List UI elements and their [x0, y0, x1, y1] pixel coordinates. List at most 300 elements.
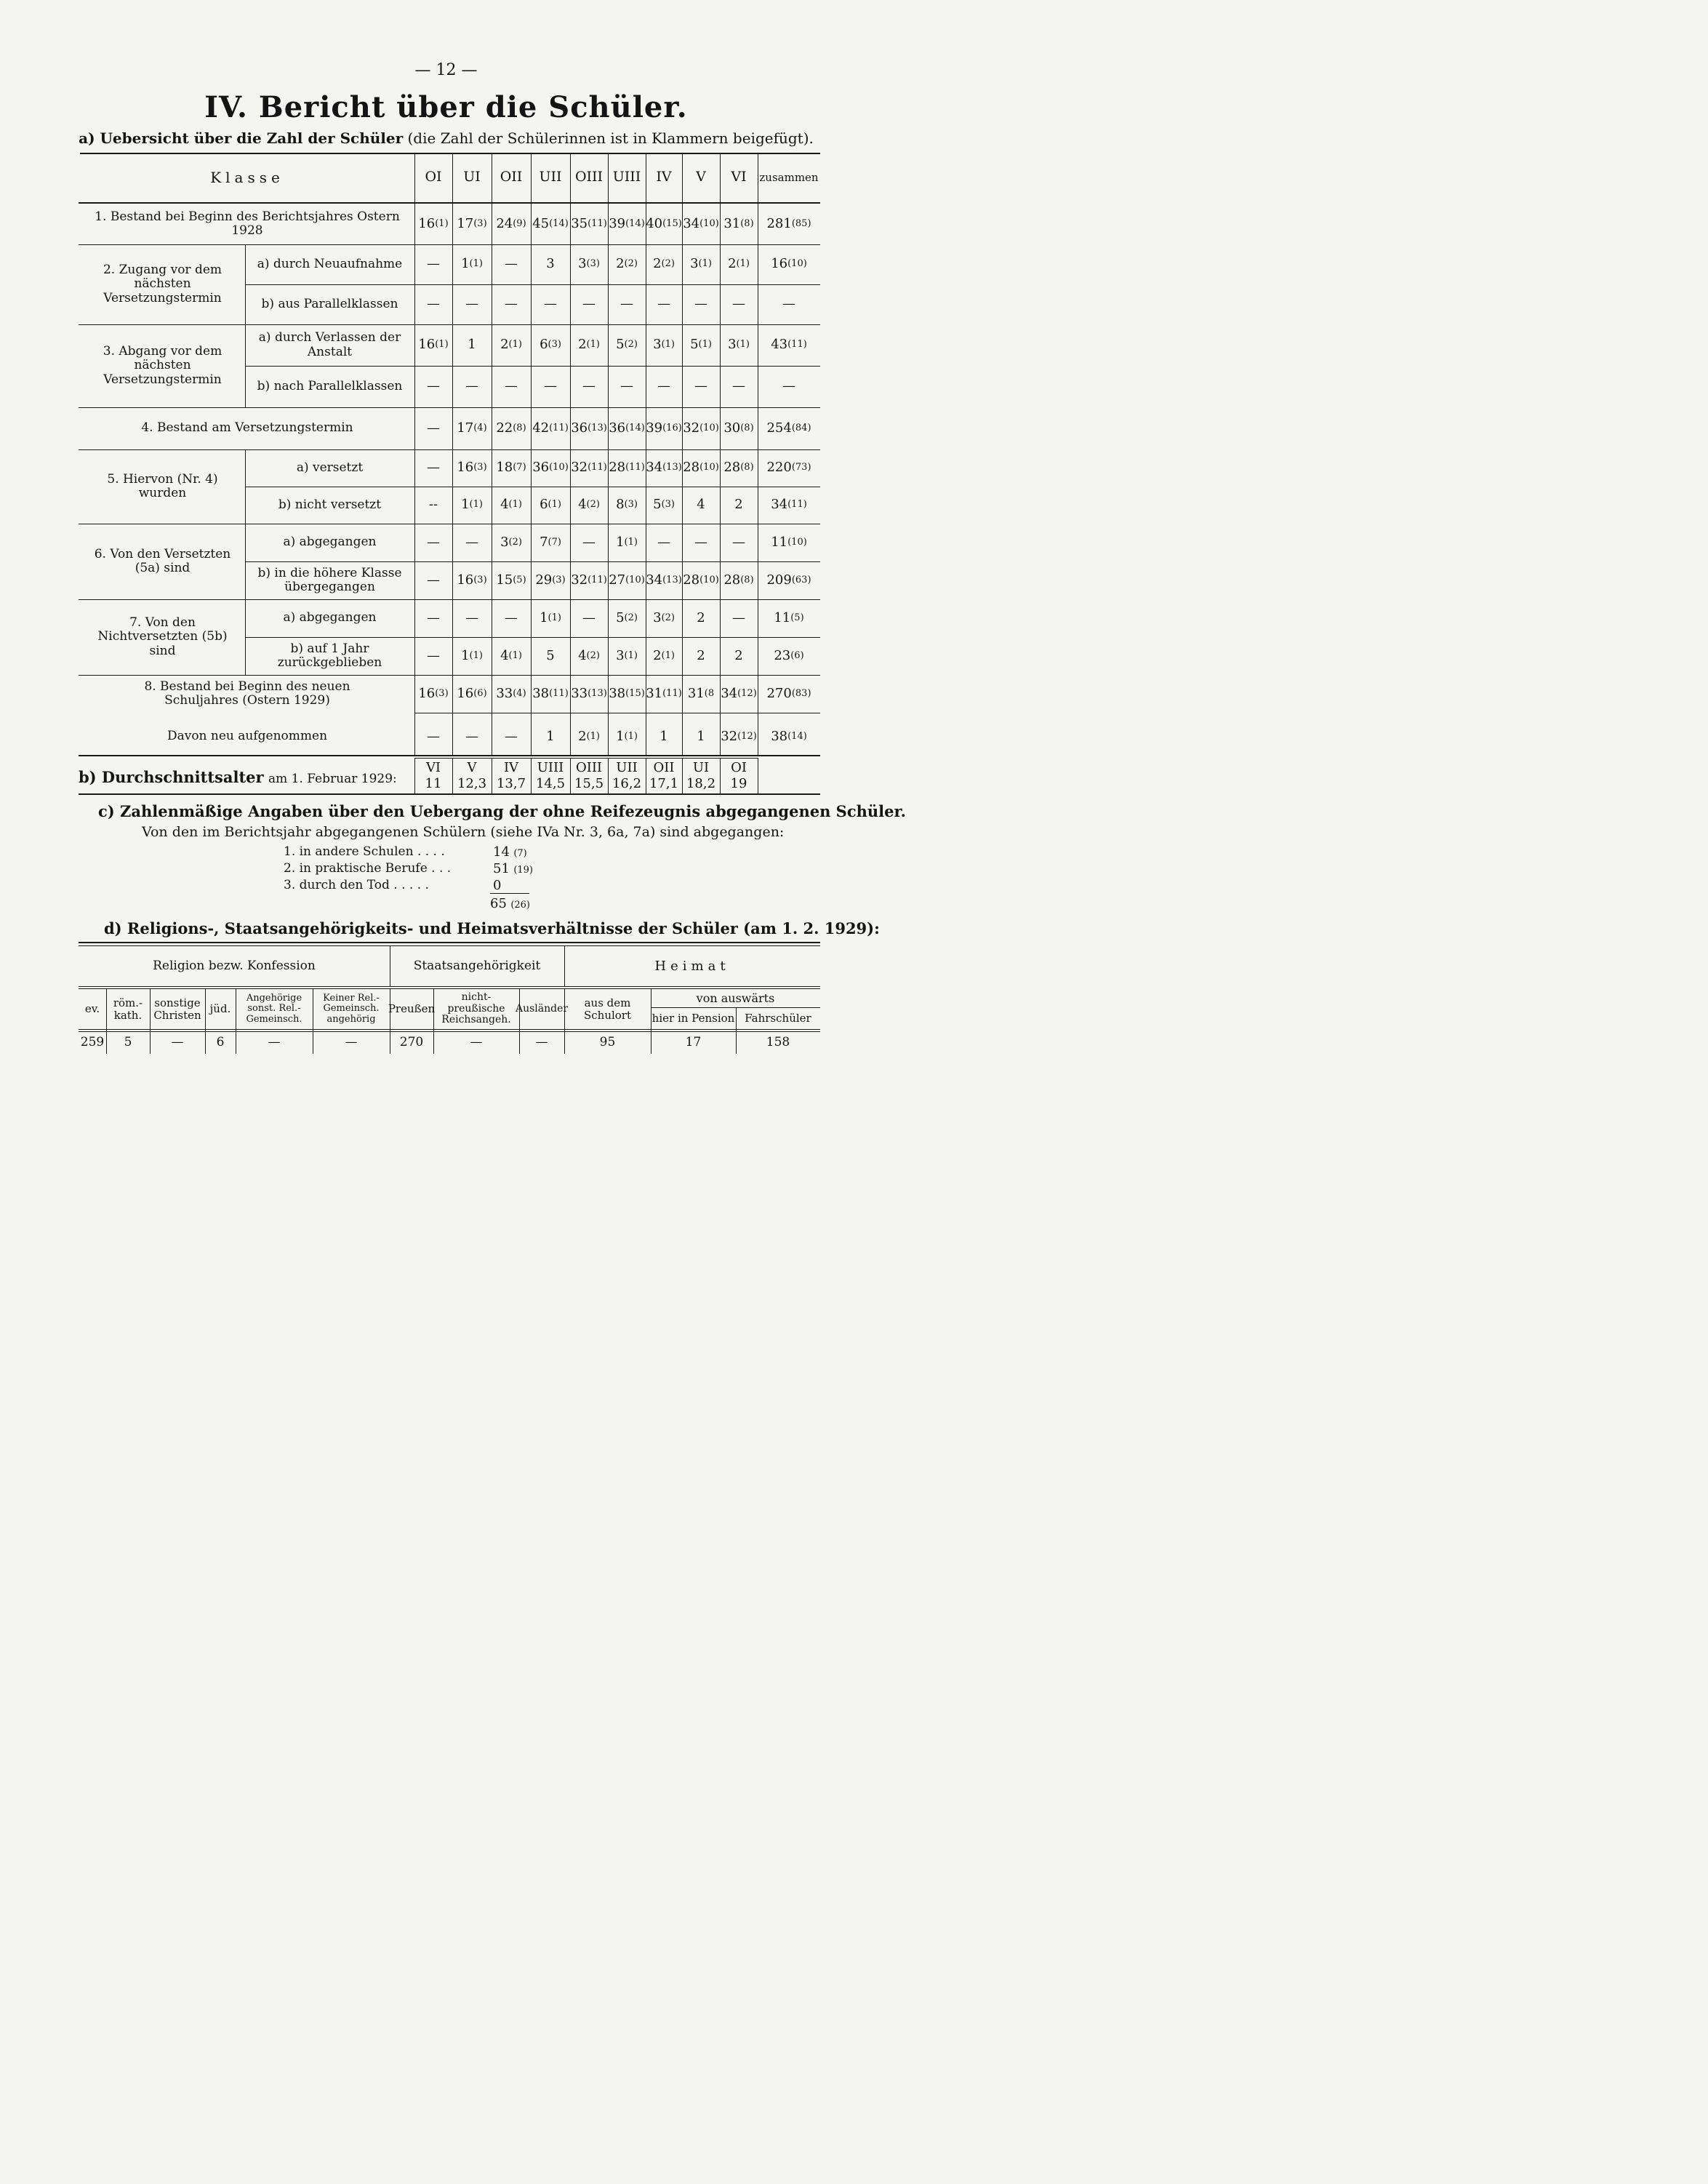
- row-bestand-1928-cell-value: 17: [457, 215, 474, 231]
- row-bestand-versetzung-label: [80, 407, 414, 449]
- row-abgang-b-cell-value: —: [620, 378, 633, 394]
- column-header-label: zusammen: [759, 170, 819, 184]
- row-versetzte-a-cell: [414, 524, 452, 561]
- religion-value-text: —: [171, 1035, 184, 1050]
- row-hiervon-b-cell-paren: (1): [548, 499, 561, 511]
- row-versetzte-b-cell-value: 15: [496, 572, 513, 588]
- row-versetzte-a-cell: [492, 524, 531, 561]
- religion-header-text: Ausländer: [515, 1002, 569, 1015]
- row-zugang-a-cell-value: —: [427, 256, 440, 272]
- row-abgang-b-cell-value: —: [657, 378, 670, 394]
- row-zugang-a-cell-paren: (2): [624, 258, 638, 270]
- row-hiervon-b-cell-value: 4: [697, 497, 705, 513]
- row-versetzte-group-text: 6. Von den Versetzten (5a) sind: [94, 546, 231, 575]
- row-abgang-b-cell-value: —: [694, 378, 707, 394]
- religion-header: [79, 990, 105, 1028]
- age-class-label: [531, 760, 570, 776]
- row-versetzte-a-cell-value: —: [582, 534, 596, 550]
- column-header: [414, 153, 452, 202]
- row-hiervon-a-cell-paren: (8): [740, 462, 754, 473]
- row-zugang-b-cell: [414, 284, 452, 324]
- row-abgang-a-cell-paren: (1): [661, 339, 675, 351]
- row-nichtversetzte-a-cell: [682, 599, 720, 637]
- row-bestand-1929-cell-paren: (15): [625, 687, 645, 699]
- abgang-item-number: 14: [493, 844, 510, 860]
- row-nichtversetzte-a-cell-value: 2: [697, 609, 705, 625]
- row-versetzte-b-cell-value: 16: [457, 572, 474, 588]
- row-versetzte-a-cell: [758, 524, 820, 561]
- row-nichtversetzte-b-cell-value: 3: [616, 647, 625, 663]
- row-versetzte-a-cell: [646, 524, 682, 561]
- row-bestand-versetzung-cell-value: 42: [532, 420, 550, 436]
- row-hiervon-b-cell: [608, 487, 646, 524]
- religion-header-text: jüd.: [209, 1002, 231, 1016]
- page-number: — 12 —: [414, 61, 478, 79]
- header-bottom-rule: [79, 1029, 820, 1030]
- row-bestand-versetzung-cell: [492, 407, 531, 449]
- row-zugang-a-cell: [720, 244, 758, 284]
- row-neu-aufgenommen-label: [80, 719, 414, 755]
- row-zugang-b-cell-value: —: [505, 296, 518, 312]
- religion-value-text: —: [535, 1035, 548, 1050]
- row-zugang-a-cell: [608, 244, 646, 284]
- age-value: [414, 776, 452, 792]
- row-zugang-a-cell: [570, 244, 608, 284]
- abgang-item-label-text: 1. in andere Schulen . . . .: [284, 844, 445, 859]
- row-nichtversetzte-b-cell-paren: (1): [661, 649, 675, 661]
- row-nichtversetzte-group-label: [80, 599, 245, 675]
- row-versetzte-b-cell: [452, 561, 492, 599]
- row-bestand-1929-cell-paren: (3): [435, 687, 449, 699]
- row-bestand-versetzung-cell: [682, 407, 720, 449]
- row-abgang-group-label: [80, 324, 245, 407]
- row-versetzte-b-cell-paren: (8): [740, 574, 754, 585]
- row-bestand-1928-cell-paren: (10): [699, 217, 719, 229]
- religion-value-text: 95: [599, 1035, 616, 1050]
- row-bestand-versetzung-cell: [414, 407, 452, 449]
- section-b-label-bold: b) Durchschnittsalter: [79, 768, 264, 786]
- row-abgang-b-cell-value: —: [465, 378, 478, 394]
- religion-value: [737, 1033, 819, 1053]
- row-hiervon-a-cell: [758, 449, 820, 487]
- row-zugang-a-cell: [452, 244, 492, 284]
- row-bestand-versetzung-cell-paren: (8): [740, 422, 754, 433]
- row-neu-aufgenommen-cell-value: —: [505, 728, 518, 744]
- column-header: [682, 153, 720, 202]
- section-b-top-rule: [414, 758, 758, 759]
- row-hiervon-a-cell-value: 220: [766, 460, 792, 476]
- row-bestand-1928-cell: [646, 204, 682, 244]
- row-bestand-1929-cell-paren: (11): [662, 687, 682, 699]
- row-neu-aufgenommen-cell-value: 32: [721, 728, 738, 744]
- row-versetzte-b-cell-value: 32: [571, 572, 588, 588]
- row-versetzte-group-label: [80, 524, 245, 599]
- row-abgang-a-cell: [720, 324, 758, 366]
- section-a-heading: [0, 129, 892, 147]
- row-bestand-1929-cell-paren: (6): [473, 687, 487, 699]
- row-bestand-1928-cell: [414, 204, 452, 244]
- row-bestand-1929-label: [80, 675, 414, 713]
- row-hiervon-b-cell-value: 4: [578, 497, 587, 513]
- row-hiervon-a-cell-paren: (73): [791, 462, 811, 473]
- row-abgang-a-cell-paren: (1): [736, 339, 750, 351]
- row-neu-aufgenommen-cell-value: 2: [578, 728, 587, 744]
- row-bestand-versetzung-cell-value: 36: [571, 420, 588, 436]
- row-neu-aufgenommen-cell: [758, 719, 820, 755]
- row-hiervon-a-cell-value: 18: [496, 460, 513, 476]
- row-hiervon-a-cell-paren: (7): [513, 462, 526, 473]
- age-value: [608, 776, 646, 792]
- row-nichtversetzte-a-cell-paren: (1): [548, 612, 561, 623]
- row-zugang-b-cell-value: —: [427, 296, 440, 312]
- row-nichtversetzte-group-text: 7. Von den Nichtversetzten (5b) sind: [97, 615, 228, 658]
- row-bestand-versetzung-cell: [758, 407, 820, 449]
- row-bestand-1928-cell-paren: (11): [588, 217, 607, 229]
- abgang-item-number: 51: [493, 861, 510, 876]
- age-value: [452, 776, 492, 792]
- row-nichtversetzte-a-cell-value: —: [505, 609, 518, 625]
- row-bestand-versetzung-cell-value: 254: [766, 420, 792, 436]
- row-zugang-b-cell: [531, 284, 570, 324]
- row-hiervon-a-cell: [452, 449, 492, 487]
- row-zugang-b-cell-value: —: [465, 296, 478, 312]
- group-header-heimat-text: Heimat: [654, 958, 730, 974]
- row-bestand-versetzung-cell-value: 22: [496, 420, 513, 436]
- row-bestand-1929-cell-paren: (83): [791, 687, 811, 699]
- row-nichtversetzte-b-cell-value: 2: [697, 647, 705, 663]
- row-nichtversetzte-b-cell-paren: (6): [790, 649, 804, 661]
- row-abgang-b-cell: [414, 366, 452, 407]
- religion-value-text: 17: [685, 1035, 702, 1050]
- abgang-total-paren: (26): [510, 900, 530, 911]
- row-bestand-versetzung-cell-paren: (10): [699, 422, 719, 433]
- row-neu-aufgenommen-cell: [452, 719, 492, 755]
- row-bestand-1928-cell-value: 39: [609, 215, 626, 231]
- row-zugang-b-cell-value: —: [732, 296, 745, 312]
- age-class-label: [682, 760, 720, 776]
- row-abgang-a-cell-value: 6: [540, 337, 548, 353]
- row-bestand-1928-cell-value: 40: [646, 215, 663, 231]
- age-value-text: 12,3: [457, 775, 487, 791]
- row-hiervon-a-cell-paren: (10): [549, 462, 569, 473]
- age-class-text: VI: [425, 759, 441, 775]
- row-bestand-versetzung-cell-value: 39: [646, 420, 663, 436]
- row-abgang-b-cell: [452, 366, 492, 407]
- row-nichtversetzte-b-cell: [414, 637, 452, 675]
- row-bestand-1928-cell: [452, 204, 492, 244]
- row-versetzte-a-cell-value: —: [732, 534, 745, 550]
- religion-value: [520, 1033, 564, 1053]
- religion-header-text: Preußen: [388, 1002, 436, 1016]
- row-neu-aufgenommen-cell: [414, 719, 452, 755]
- row-bestand-versetzung-cell-paren: (16): [662, 422, 682, 433]
- row-hiervon-b-cell-value: 4: [500, 497, 509, 513]
- row-neu-aufgenommen-cell-paren: (14): [787, 730, 807, 742]
- table-bottom-rule: [79, 755, 820, 756]
- religion-header: [565, 990, 650, 1028]
- row-abgang-b-cell: [646, 366, 682, 407]
- row-hiervon-b-cell-paren: (3): [624, 499, 638, 511]
- row-zugang-a-cell: [646, 244, 682, 284]
- row-nichtversetzte-a-cell: [758, 599, 820, 637]
- religion-header: [107, 990, 149, 1028]
- religion-header-text: röm.-kath.: [113, 996, 143, 1022]
- row-nichtversetzte-a-cell-value: 11: [774, 609, 791, 625]
- column-header-label: UII: [539, 169, 562, 185]
- row-zugang-a-label: [246, 244, 413, 284]
- row-hiervon-b-cell-paren: (2): [586, 499, 600, 511]
- row-bestand-1929-cell-value: 33: [571, 685, 588, 701]
- row-nichtversetzte-b-cell-value: 4: [578, 647, 587, 663]
- row-bestand-1929-cell: [646, 675, 682, 713]
- row-versetzte-b-cell-value: —: [427, 572, 440, 588]
- row-zugang-a-cell-paren: (10): [787, 258, 807, 270]
- row-abgang-b-cell: [570, 366, 608, 407]
- row-bestand-versetzung-cell-value: —: [427, 420, 440, 436]
- row-bestand-1929-cell-value: 38: [609, 685, 626, 701]
- row-nichtversetzte-a-cell: [531, 599, 570, 637]
- row-neu-aufgenommen-cell: [492, 719, 531, 755]
- row-zugang-a-cell-value: 3: [690, 256, 699, 272]
- row-bestand-1928-cell-value: 16: [418, 215, 436, 231]
- row-zugang-a-cell-value: 2: [616, 256, 625, 272]
- row-hiervon-b-cell-value: 6: [540, 497, 548, 513]
- row-zugang-a-cell-paren: (1): [469, 258, 483, 270]
- religion-value-text: 6: [216, 1035, 225, 1050]
- row-hiervon-b-cell-paren: (1): [508, 499, 522, 511]
- row-bestand-1929-cell-value: 270: [766, 685, 792, 701]
- row-abgang-a-label: [246, 324, 413, 366]
- row-versetzte-b-cell-value: 34: [646, 572, 663, 588]
- row-versetzte-a-cell-value: —: [465, 534, 478, 550]
- group-header-heimat: [564, 949, 820, 984]
- row-nichtversetzte-b-cell: [531, 637, 570, 675]
- row-bestand-1929-cell-paren: (13): [588, 687, 607, 699]
- section-d-heading: d) Religions-, Staatsangehörigkeits- und Heimatsverhältnisse der Schüler (am 1. 2. 1929):: [104, 919, 880, 937]
- row-versetzte-a-cell-value: 1: [616, 534, 625, 550]
- row-nichtversetzte-a-cell-value: —: [465, 609, 478, 625]
- row-versetzte-b-cell-paren: (13): [662, 574, 682, 585]
- row-bestand-versetzung-cell-paren: (84): [791, 422, 811, 433]
- row-bestand-1928-cell: [570, 204, 608, 244]
- row-versetzte-a-cell-value: —: [657, 534, 670, 550]
- row-hiervon-a-cell: [720, 449, 758, 487]
- row-neu-aufgenommen-cell-value: —: [465, 728, 478, 744]
- age-class-label: [414, 760, 452, 776]
- row-zugang-b-cell: [682, 284, 720, 324]
- row-bestand-1928-cell-value: 31: [723, 215, 741, 231]
- row-bestand-1928-cell-paren: (14): [549, 217, 569, 229]
- religion-value: [565, 1033, 650, 1053]
- row-zugang-b-cell-value: —: [544, 296, 557, 312]
- row-versetzte-a-cell: [452, 524, 492, 561]
- row-nichtversetzte-a-cell-value: —: [427, 609, 440, 625]
- section-a-heading-bold: a) Uebersicht über die Zahl der Schüler: [79, 129, 404, 147]
- row-abgang-a-cell-paren: (1): [586, 339, 600, 351]
- row-versetzte-b-cell: [682, 561, 720, 599]
- row-bestand-1928-cell: [608, 204, 646, 244]
- row-nichtversetzte-b-label: [246, 637, 413, 675]
- row-nichtversetzte-a-cell-value: 5: [616, 609, 625, 625]
- abgang-item-label: [284, 878, 429, 892]
- age-class-text: UI: [692, 759, 710, 775]
- row-bestand-1929-cell-paren: (4): [513, 687, 526, 699]
- row-hiervon-a-cell: [646, 449, 682, 487]
- row-abgang-a-cell: [492, 324, 531, 366]
- religion-value: [79, 1033, 105, 1053]
- row-neu-aufgenommen-cell: [646, 719, 682, 755]
- section-b-label: [79, 768, 397, 786]
- row-bestand-1928-cell-paren: (9): [513, 217, 526, 229]
- religion-header: [388, 990, 436, 1028]
- row-zugang-group-label: [80, 244, 245, 324]
- row-bestand-1928-cell-paren: (15): [662, 217, 682, 229]
- row-abgang-a-cell-value: 43: [771, 337, 788, 353]
- religion-value-text: 259: [80, 1035, 105, 1050]
- group-header-religion: [79, 949, 390, 984]
- row-hiervon-a-cell-paren: (3): [473, 462, 487, 473]
- row-nichtversetzte-a-cell: [492, 599, 531, 637]
- row-versetzte-a-cell: [720, 524, 758, 561]
- row-hiervon-b-cell-value: 2: [734, 497, 743, 513]
- row-hiervon-b-cell-paren: (3): [661, 499, 675, 511]
- row-bestand-1929-cell-paren: (12): [737, 687, 757, 699]
- row-abgang-a-cell: [608, 324, 646, 366]
- row-abgang-b-cell: [531, 366, 570, 407]
- abgang-total-number: 65: [490, 896, 507, 911]
- abgang-item-label: [284, 861, 451, 876]
- row-nichtversetzte-b-cell-value: 4: [500, 647, 509, 663]
- row-zugang-b-cell-value: —: [620, 296, 633, 312]
- row-versetzte-a-cell-value: 11: [771, 534, 788, 550]
- row-abgang-a-cell-value: 2: [500, 337, 509, 353]
- row-bestand-versetzung-cell-paren: (11): [549, 422, 569, 433]
- row-abgang-a-cell-value: 5: [616, 337, 625, 353]
- age-class-text: UIII: [537, 759, 564, 775]
- row-versetzte-b-cell: [492, 561, 531, 599]
- row-nichtversetzte-b-cell: [720, 637, 758, 675]
- abgang-item-value: [493, 878, 501, 893]
- row-neu-aufgenommen-cell-paren: (12): [737, 730, 757, 742]
- row-bestand-1928-cell: [492, 204, 531, 244]
- row-nichtversetzte-b-cell: [682, 637, 720, 675]
- row-bestand-1928-cell-paren: (1): [435, 217, 449, 229]
- row-neu-aufgenommen-cell-paren: (1): [586, 730, 600, 742]
- column-header: [608, 153, 646, 202]
- row-versetzte-a-cell-paren: (7): [548, 536, 561, 548]
- religion-header: [737, 1009, 819, 1028]
- row-nichtversetzte-a-label: [246, 599, 413, 637]
- row-versetzte-a-cell: [531, 524, 570, 561]
- column-header-label: OII: [500, 169, 523, 185]
- abgang-item-label-text: 2. in praktische Berufe . . .: [284, 861, 452, 876]
- age-value: [570, 776, 608, 792]
- religion-value-text: —: [345, 1035, 358, 1050]
- row-bestand-1928-cell: [758, 204, 820, 244]
- row-abgang-a-cell-value: 3: [653, 337, 662, 353]
- row-bestand-1929-cell: [758, 675, 820, 713]
- row-versetzte-b-cell-paren: (3): [552, 574, 566, 585]
- row-hiervon-b-cell-paren: (1): [469, 499, 483, 511]
- row-hiervon-a-cell-paren: (10): [699, 462, 719, 473]
- age-class-text: UII: [616, 759, 638, 775]
- age-value-text: 13,7: [496, 775, 526, 791]
- row-zugang-b-cell-value: —: [694, 296, 707, 312]
- row-bestand-1928-cell: [531, 204, 570, 244]
- row-zugang-a-cell: [531, 244, 570, 284]
- age-class-label: [720, 760, 758, 776]
- religion-value: [390, 1033, 433, 1053]
- column-header-label: UI: [463, 169, 481, 185]
- row-zugang-b-label: [246, 284, 413, 324]
- row-zugang-b-cell: [646, 284, 682, 324]
- row-versetzte-a-cell: [682, 524, 720, 561]
- section-b-bottom-rule: [79, 793, 820, 795]
- row-hiervon-group-label: [80, 449, 245, 524]
- row-versetzte-b-cell-paren: (11): [588, 574, 607, 585]
- row-abgang-b-cell: [758, 366, 820, 407]
- row-bestand-versetzung-cell-paren: (13): [588, 422, 607, 433]
- row-abgang-a-cell: [570, 324, 608, 366]
- column-header-label: OIII: [574, 169, 604, 185]
- row-versetzte-b-cell: [570, 561, 608, 599]
- row-versetzte-a-cell: [608, 524, 646, 561]
- row-zugang-b-cell: [570, 284, 608, 324]
- row-abgang-a-cell: [682, 324, 720, 366]
- age-value: [646, 776, 682, 792]
- row-hiervon-a-cell: [492, 449, 531, 487]
- religion-value: [651, 1033, 735, 1053]
- religion-value: [236, 1033, 312, 1053]
- row-hiervon-a-cell-value: 34: [646, 460, 663, 476]
- row-abgang-a-cell-value: 2: [578, 337, 587, 353]
- age-value: [682, 776, 720, 792]
- row-versetzte-b-cell: [531, 561, 570, 599]
- row-hiervon-b-cell-value: --: [428, 497, 438, 513]
- row-bestand-1929-cell-value: 16: [457, 685, 474, 701]
- column-header-label: V: [696, 169, 706, 185]
- row-bestand-1928-cell-value: 34: [683, 215, 700, 231]
- row-zugang-a-cell: [682, 244, 720, 284]
- age-class-text: OIII: [575, 759, 603, 775]
- row-nichtversetzte-b-cell-value: 2: [653, 647, 662, 663]
- row-hiervon-b-cell: [414, 487, 452, 524]
- row-abgang-b-cell-value: —: [782, 378, 795, 394]
- row-zugang-b-cell: [720, 284, 758, 324]
- row-hiervon-a-cell: [608, 449, 646, 487]
- row-neu-aufgenommen-cell-value: 1: [659, 728, 668, 744]
- row-hiervon-b-cell: [646, 487, 682, 524]
- row-bestand-1929-label-text: 8. Bestand bei Beginn des neuen Schuljahres (Ostern 1929): [144, 679, 350, 708]
- row-hiervon-group-text: 5. Hiervon (Nr. 4) wurden: [107, 471, 218, 500]
- row-hiervon-a-label-text: a) versetzt: [296, 460, 364, 475]
- row-bestand-1928-label: [80, 204, 414, 244]
- row-bestand-versetzung-cell-paren: (4): [473, 422, 487, 433]
- religion-value-text: 158: [766, 1035, 790, 1050]
- row-zugang-b-label-text: b) aus Parallelklassen: [261, 296, 398, 311]
- row-bestand-1929-cell-value: 38: [532, 685, 550, 701]
- religion-header-text: nicht-preußische Reichsangeh.: [441, 991, 511, 1026]
- section-c-intro: Von den im Berichtsjahr abgegangenen Schülern (siehe IVa Nr. 3, 6a, 7a) sind abgegangen:: [142, 824, 785, 840]
- row-hiervon-b-cell: [492, 487, 531, 524]
- row-abgang-a-cell-paren: (1): [508, 339, 522, 351]
- row-versetzte-b-cell-paren: (10): [625, 574, 645, 585]
- row-abgang-a-cell-value: 5: [690, 337, 699, 353]
- row-hiervon-a-cell: [414, 449, 452, 487]
- row-bestand-versetzung-cell: [452, 407, 492, 449]
- row-versetzte-b-cell: [646, 561, 682, 599]
- row-hiervon-b-cell-value: 5: [653, 497, 662, 513]
